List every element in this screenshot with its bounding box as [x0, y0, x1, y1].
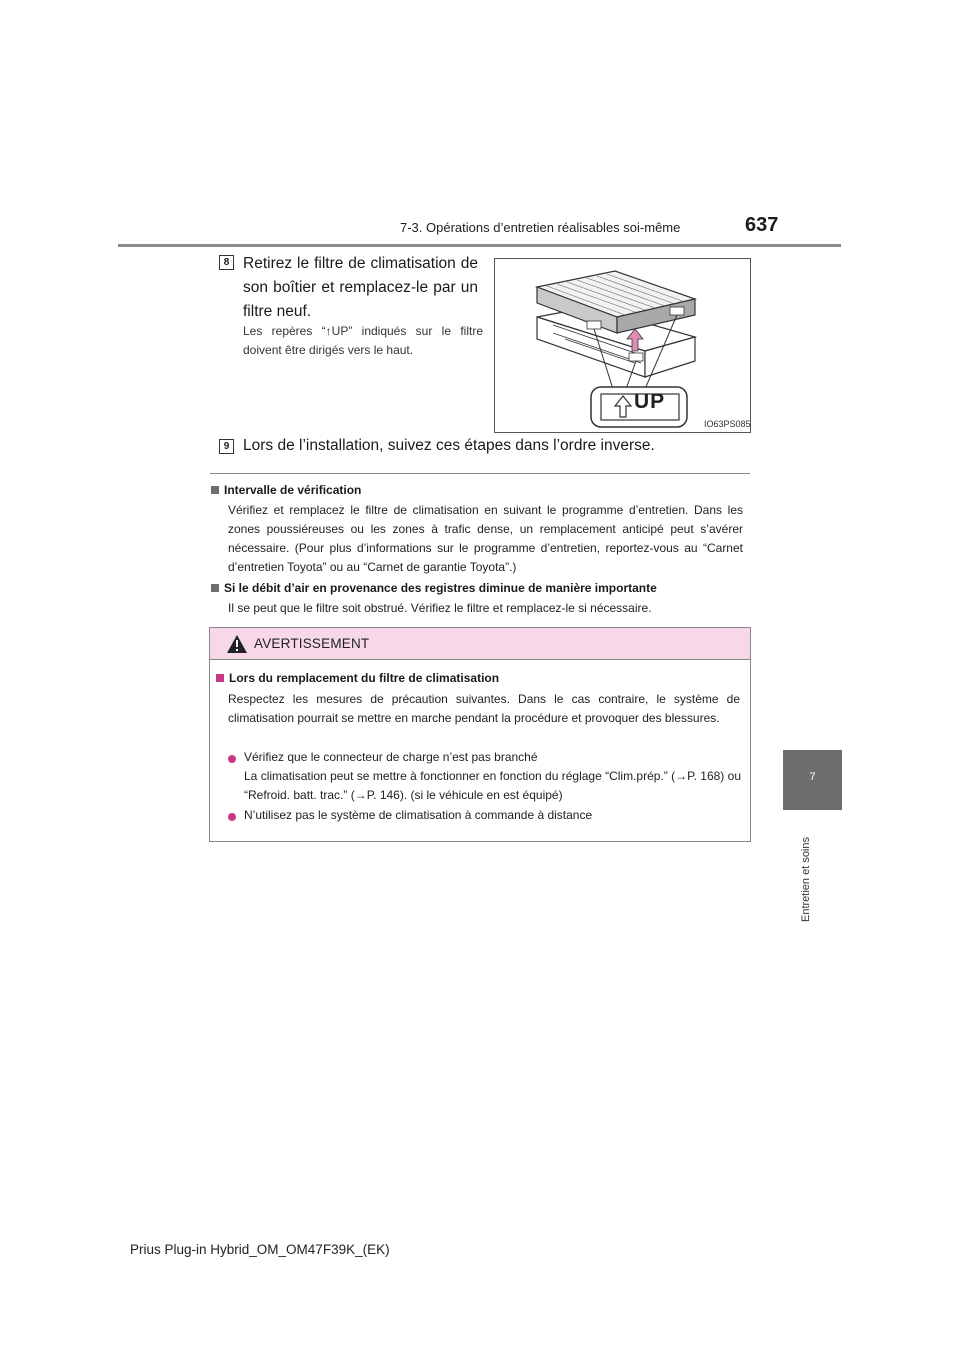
callout-up-label: UP	[634, 390, 666, 413]
figure-code: IO63PS085	[704, 419, 751, 429]
chapter-label: Entretien et soins	[800, 837, 812, 922]
round-bullet-icon	[228, 813, 236, 821]
square-bullet-icon	[211, 584, 219, 592]
warning-body: Respectez les mesures de précaution suivantes. Dans le cas contraire, le système de climatisation pourrait se mettre en marche pendant la procédure et provoquer des blessures.	[228, 692, 740, 725]
step-number-9: 9	[219, 439, 234, 454]
section-body: Vérifiez et remplacez le filtre de climatisation en suivant le programme d’entretien. Dans les zones poussiéreuses ou les zones à trafic dense, un remplacement anticipé peut s’avérer nécessaire. (Pour plus d’informations sur le programme d’entretien, reportez-vous au “Carnet d’entretien Toyota” ou au “Carnet de garantie Toyota”.)	[228, 503, 743, 574]
step-number-8: 8	[219, 255, 234, 270]
filter-illustration	[494, 258, 751, 433]
warning-bullet-line: La climatisation peut se mettre à fonctionner en fonction du réglage “Clim.prép.” (→P. 168) ou “Refroid. batt. trac.” (→P. 146). (si le véhicule en est équipé)	[244, 769, 741, 802]
filter-drawing	[495, 259, 750, 432]
chapter-number: 7	[809, 771, 816, 783]
square-bullet-icon	[216, 674, 224, 682]
step-8-text: Retirez le filtre de climatisation de son boîtier et remplacez-le par un filtre neuf.	[243, 255, 478, 320]
step-8-note: Les repères “↑UP” indiqués sur le filtre doivent être dirigés vers le haut.	[243, 324, 483, 357]
section-divider	[210, 473, 750, 474]
section-heading	[211, 483, 361, 497]
chapter-label-container	[786, 800, 812, 930]
section-body: Il se peut que le filtre soit obstrué. Vérifiez le filtre et remplacez-le si nécessaire.	[228, 601, 652, 615]
round-bullet-icon	[228, 755, 236, 763]
warning-title	[216, 671, 499, 685]
header-rule	[118, 244, 841, 247]
section-heading-text: Intervalle de vérification	[224, 483, 362, 497]
section-heading-text: Si le débit d’air en provenance des registres diminue de manière importante	[224, 581, 657, 595]
section-title: 7-3. Opérations d’entretien réalisables soi-même	[400, 220, 681, 235]
warning-triangle-icon	[226, 634, 248, 659]
footer-model: Prius Plug-in Hybrid_OM_OM47F39K_(EK)	[130, 1242, 390, 1257]
page-number: 637	[745, 214, 779, 236]
step-9-text: Lors de l’installation, suivez ces étapes dans l’ordre inverse.	[243, 437, 655, 454]
warning-bullet-line: N’utilisez pas le système de climatisation à commande à distance	[244, 808, 593, 822]
warning-title-text: Lors du remplacement du filtre de climatisation	[229, 671, 500, 685]
warning-bullet-line: Vérifiez que le connecteur de charge n’est pas branché	[244, 750, 538, 764]
warning-heading: AVERTISSEMENT	[254, 636, 370, 651]
square-bullet-icon	[211, 486, 219, 494]
warning-bullet	[244, 748, 741, 805]
section-heading	[211, 581, 657, 595]
warning-bullet	[244, 806, 741, 825]
